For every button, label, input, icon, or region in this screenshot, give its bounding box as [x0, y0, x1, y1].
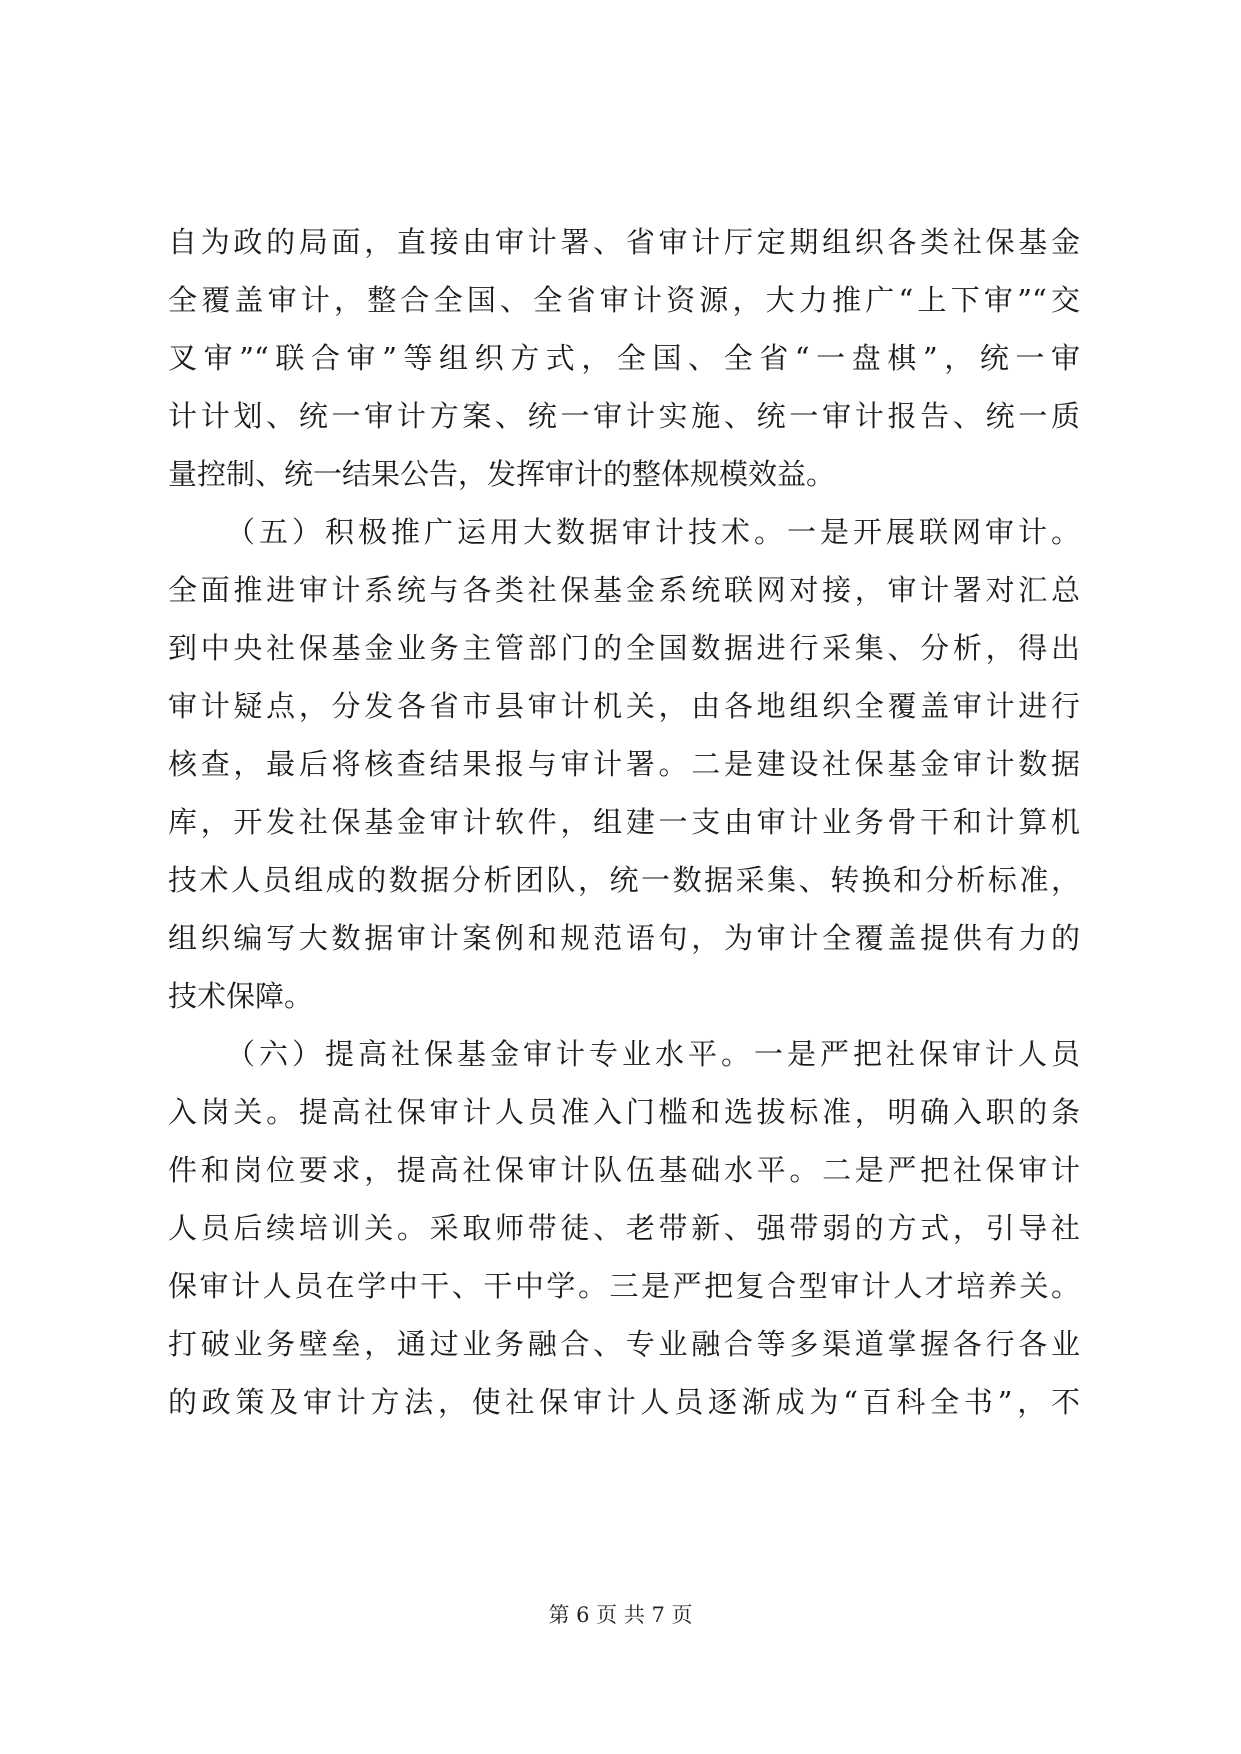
text-line: 全面推进审计系统与各类社保基金系统联网对接，审计署对汇总	[168, 573, 1080, 607]
text-line: 核查，最后将核查结果报与审计署。二是建设社保基金审计数据	[168, 747, 1080, 781]
text-line: 叉审”“联合审”等组织方式，全国、全省“一盘棋”，统一审	[168, 341, 1080, 375]
text-line: 全覆盖审计，整合全国、全省审计资源，大力推广“上下审”“交	[168, 283, 1080, 317]
text-line: 量控制、统一结果公告，发挥审计的整体规模效益。	[168, 457, 836, 491]
text-line: 组织编写大数据审计案例和规范语句，为审计全覆盖提供有力的	[168, 921, 1080, 955]
text-line: 人员后续培训关。采取师带徒、老带新、强带弱的方式，引导社	[168, 1211, 1080, 1245]
text-line: 技术人员组成的数据分析团队，统一数据采集、转换和分析标准，	[168, 863, 1080, 897]
text-line: 到中央社保基金业务主管部门的全国数据进行采集、分析，得出	[168, 631, 1080, 665]
page-number-footer: 第 6 页 共 7 页	[548, 1603, 693, 1627]
text-line: 保审计人员在学中干、干中学。三是严把复合型审计人才培养关。	[168, 1269, 1080, 1303]
text-line: 的政策及审计方法，使社保审计人员逐渐成为“百科全书”，不	[168, 1385, 1080, 1419]
text-line: 自为政的局面，直接由审计署、省审计厅定期组织各类社保基金	[168, 225, 1080, 259]
text-line: 审计疑点，分发各省市县审计机关，由各地组织全覆盖审计进行	[168, 689, 1080, 723]
text-line: 件和岗位要求，提高社保审计队伍基础水平。二是严把社保审计	[168, 1153, 1080, 1187]
paragraph-start-line: （六）提高社保基金审计专业水平。一是严把社保审计人员	[226, 1037, 1080, 1071]
text-line: 入岗关。提高社保审计人员准入门槛和选拔标准，明确入职的条	[168, 1095, 1080, 1129]
paragraph-start-line: （五）积极推广运用大数据审计技术。一是开展联网审计。	[226, 515, 1080, 549]
text-line: 技术保障。	[168, 979, 314, 1013]
text-line: 打破业务壁垒，通过业务融合、专业融合等多渠道掌握各行各业	[168, 1327, 1080, 1361]
text-line: 库，开发社保基金审计软件，组建一支由审计业务骨干和计算机	[168, 805, 1080, 839]
text-line: 计计划、统一审计方案、统一审计实施、统一审计报告、统一质	[168, 399, 1080, 433]
